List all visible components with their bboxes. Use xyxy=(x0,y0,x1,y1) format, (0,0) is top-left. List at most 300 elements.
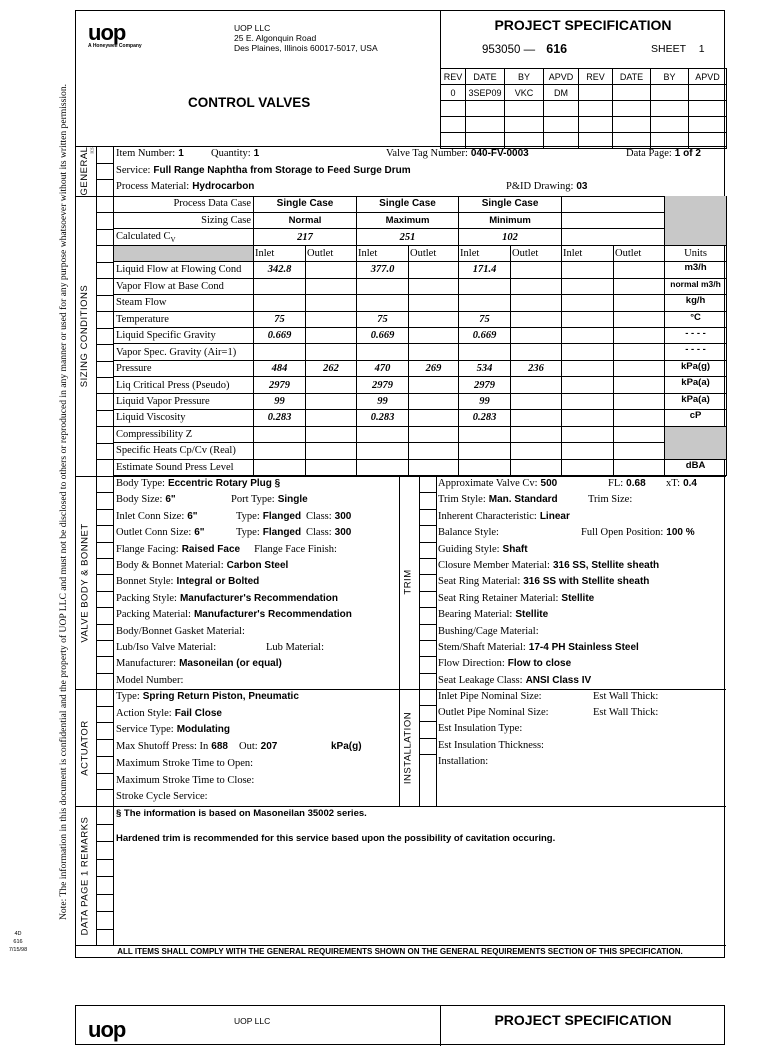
field xyxy=(116,691,313,702)
unit: cP xyxy=(665,410,727,426)
checkbox-divider xyxy=(96,640,113,641)
field xyxy=(116,576,273,587)
field-value: ANSI Class IV xyxy=(525,674,592,686)
sizing-value xyxy=(562,459,614,475)
field-label: P&ID Drawing: xyxy=(506,181,574,193)
sizing-value xyxy=(562,360,614,376)
field xyxy=(116,724,244,735)
field-label: Bushing/Cage Material: xyxy=(438,625,539,637)
sizing-value xyxy=(306,295,357,311)
unit: kPa(a) xyxy=(665,393,727,409)
checkbox-divider xyxy=(419,542,436,543)
field xyxy=(666,476,711,492)
sizing-row xyxy=(114,410,727,426)
field-value: 17-4 PH Stainless Steel xyxy=(528,642,639,653)
field-label: Stem/Shaft Material: xyxy=(438,642,526,653)
checkbox-divider xyxy=(419,558,436,559)
checkbox-divider xyxy=(96,894,113,895)
sheet-number xyxy=(651,43,705,55)
field-label: Seat Ring Retainer Material: xyxy=(438,592,559,604)
doc-number xyxy=(482,42,567,56)
checkbox-divider xyxy=(96,656,113,657)
sizing-value xyxy=(306,278,357,294)
revision-header-cell: REV xyxy=(441,69,466,85)
sizing-value xyxy=(562,328,614,344)
sizing-value xyxy=(614,360,665,376)
next-page-header xyxy=(75,1005,725,1045)
sizing-value xyxy=(409,311,459,327)
field xyxy=(116,739,242,755)
field-value: 0.68 xyxy=(626,478,646,489)
field-line xyxy=(116,163,425,179)
field-label: Quantity: xyxy=(211,148,251,159)
row-label: Estimate Sound Press Level xyxy=(114,459,254,475)
sizing-value xyxy=(409,295,459,311)
sizing-value xyxy=(254,426,306,442)
field-line xyxy=(438,673,605,689)
unit: kPa(a) xyxy=(665,377,727,393)
field-value: Linear xyxy=(539,510,570,522)
logo-tagline: A Honeywell Company xyxy=(88,43,142,49)
field xyxy=(116,658,296,669)
cv-label: Calculated C xyxy=(116,230,171,242)
field-label: Model Number: xyxy=(116,674,184,686)
form-code-line: 4D xyxy=(14,931,22,937)
revision-header-cell: APVD xyxy=(544,69,579,85)
field-label: Class: xyxy=(306,510,332,522)
sizing-row xyxy=(114,212,727,228)
revision-header-cell: BY xyxy=(651,69,689,85)
row-label: Vapor Spec. Gravity (Air=1) xyxy=(114,344,254,360)
checkbox-divider xyxy=(419,705,436,706)
checkbox-divider xyxy=(419,656,436,657)
sizing-value xyxy=(511,443,562,459)
field xyxy=(116,675,200,686)
sizing-value: 377.0 xyxy=(357,262,409,278)
revision-cell xyxy=(689,85,727,101)
sizing-value xyxy=(562,278,614,294)
field-value: Flanged xyxy=(262,527,302,539)
field-label: Installation: xyxy=(438,755,489,767)
field xyxy=(438,740,561,751)
revision-row xyxy=(441,85,727,101)
field-label: Packing Material: xyxy=(116,609,191,621)
sizing-value xyxy=(459,443,511,459)
field-value: Man. Standard xyxy=(488,494,558,506)
process-case xyxy=(562,196,665,212)
field-value: Spring Return Piston, Pneumatic xyxy=(142,691,299,702)
revision-header-cell: DATE xyxy=(466,69,505,85)
field xyxy=(506,179,602,195)
sizing-value xyxy=(614,344,665,360)
sizing-row xyxy=(114,328,727,344)
checkbox-divider xyxy=(96,509,113,510)
field-label: Maximum Stroke Time to Open: xyxy=(116,757,254,769)
field-label: Type: xyxy=(116,691,140,702)
field xyxy=(438,593,608,604)
calculated-cv: 251 xyxy=(357,229,459,245)
checkbox-divider xyxy=(96,245,113,246)
sizing-value: 171.4 xyxy=(459,262,511,278)
sizing-row xyxy=(114,262,727,278)
field-label: Body & Bonnet Material: xyxy=(116,560,224,571)
field xyxy=(236,525,315,541)
sizing-value xyxy=(562,295,614,311)
field-line xyxy=(438,574,663,590)
company-address xyxy=(234,23,378,53)
outlet-header: Outlet xyxy=(511,245,562,261)
field xyxy=(116,478,294,489)
revision-cell xyxy=(505,117,544,133)
field-label: Service: xyxy=(116,164,151,176)
checkbox-divider xyxy=(96,929,113,930)
unit: dBA xyxy=(665,459,727,475)
sizing-value xyxy=(562,344,614,360)
checkbox-divider xyxy=(96,328,113,329)
sizing-value xyxy=(614,393,665,409)
sizing-row xyxy=(114,459,727,475)
sizing-row xyxy=(114,295,727,311)
checkbox-divider xyxy=(96,361,113,362)
field xyxy=(438,560,673,571)
checkbox-divider xyxy=(96,377,113,378)
sizing-value xyxy=(459,426,511,442)
process-case: Single Case xyxy=(254,196,357,212)
inlet-header: Inlet xyxy=(254,245,306,261)
doc-number-suffix: 616 xyxy=(546,42,568,56)
company-name: UOP LLC xyxy=(234,1016,271,1026)
sizing-row xyxy=(114,443,727,459)
sizing-value xyxy=(357,278,409,294)
section-label: VALVE BODY & BONNET xyxy=(79,522,90,643)
field-line xyxy=(116,656,296,672)
sizing-value: 2979 xyxy=(254,377,306,393)
sizing-value xyxy=(306,459,357,475)
sizing-value: 342.8 xyxy=(254,262,306,278)
field-line xyxy=(438,607,562,623)
units-placeholder xyxy=(665,426,727,459)
row-label: Liquid Viscosity xyxy=(114,410,254,426)
field-label: Process Material: xyxy=(116,181,190,193)
field xyxy=(116,492,190,508)
unit: - - - - xyxy=(665,344,727,360)
sizing-value xyxy=(614,295,665,311)
revision-cell xyxy=(689,117,727,133)
row-label: Process Data Case xyxy=(114,196,254,212)
form-title: CONTROL VALVES xyxy=(188,95,311,110)
checkbox-divider xyxy=(96,558,113,559)
field-label: xT: xyxy=(666,478,681,489)
sizing-value xyxy=(614,443,665,459)
field-value: Manufacturer's Recommendation xyxy=(193,609,352,621)
field xyxy=(626,146,715,162)
field-line xyxy=(438,591,608,607)
sizing-value xyxy=(614,262,665,278)
sizing-value xyxy=(306,262,357,278)
field xyxy=(211,146,273,162)
field-value: Full Range Naphtha from Storage to Feed Surge Drum xyxy=(153,164,411,176)
field-value: 100 % xyxy=(666,527,695,539)
row-label xyxy=(114,229,254,245)
revision-cell xyxy=(579,85,613,101)
sizing-value xyxy=(306,311,357,327)
doc-number-main: 953050 xyxy=(482,44,521,56)
field-value: Flanged xyxy=(262,510,302,522)
field xyxy=(116,609,366,620)
field-label: Inlet Pipe Nominal Size: xyxy=(438,691,542,702)
field xyxy=(438,609,562,620)
outlet-header: Outlet xyxy=(409,245,459,261)
checkbox-divider xyxy=(419,738,436,739)
field-value: Fail Close xyxy=(174,707,222,719)
field xyxy=(438,756,505,767)
revision-row xyxy=(441,101,727,117)
field-value: Stellite xyxy=(515,609,549,621)
field-line xyxy=(116,756,270,772)
revision-cell xyxy=(544,101,579,117)
row-label: Liquid Vapor Pressure xyxy=(114,393,254,409)
calculated-cv xyxy=(562,229,665,245)
box-column-left xyxy=(419,689,420,806)
remark-line: § The information is based on Masoneilan 35002 series. xyxy=(116,808,367,819)
units-header: Units xyxy=(665,245,727,261)
field-label: Seat Leakage Class: xyxy=(438,674,523,686)
field-line xyxy=(438,656,585,672)
sizing-value xyxy=(306,443,357,459)
sizing-value xyxy=(306,410,357,426)
field-value: 500 xyxy=(540,478,558,489)
sizing-value xyxy=(254,278,306,294)
field xyxy=(438,476,571,492)
field-value: 316 SS with Stellite sheath xyxy=(523,576,650,588)
field-label: Est Wall Thick: xyxy=(593,691,659,702)
box-column-right xyxy=(113,806,114,945)
field xyxy=(266,640,341,656)
field-value: Raised Face xyxy=(181,543,241,555)
field-label: Closure Member Material: xyxy=(438,560,550,571)
sizing-value xyxy=(562,311,614,327)
field xyxy=(438,658,585,669)
sizing-value xyxy=(511,393,562,409)
checkbox-divider xyxy=(96,739,113,740)
checkbox-divider xyxy=(96,722,113,723)
field-label: Flow Direction: xyxy=(438,658,505,670)
field-value: Single xyxy=(277,494,308,506)
sizing-value xyxy=(511,410,562,426)
sizing-value xyxy=(306,328,357,344)
field-line xyxy=(116,789,225,805)
revision-table xyxy=(440,68,727,149)
field-value: 1 xyxy=(253,148,260,159)
revision-cell xyxy=(613,101,651,117)
checkbox-divider xyxy=(96,393,113,394)
sizing-value xyxy=(409,344,459,360)
field xyxy=(116,179,268,195)
sizing-value xyxy=(459,295,511,311)
sizing-value xyxy=(562,410,614,426)
sizing-value xyxy=(511,344,562,360)
field-line xyxy=(116,706,236,722)
field-label: Type: xyxy=(236,510,260,522)
checkbox-divider xyxy=(96,459,113,460)
checkbox-divider xyxy=(96,706,113,707)
field-label: Type: xyxy=(236,527,260,539)
field-label: Out: xyxy=(239,741,258,753)
revision-cell xyxy=(651,85,689,101)
row-label: Specific Heats Cp/Cv (Real) xyxy=(114,443,254,459)
doc-number-dash: — xyxy=(523,44,536,56)
checkbox-divider xyxy=(96,295,113,296)
field-label: Guiding Style: xyxy=(438,543,500,555)
box-column-left xyxy=(96,196,97,476)
sizing-value: 2979 xyxy=(459,377,511,393)
row-label: Pressure xyxy=(114,360,254,376)
revision-header-cell: APVD xyxy=(689,69,727,85)
checkbox-divider xyxy=(96,212,113,213)
spec-sheet xyxy=(75,10,725,958)
field-value: Flow to close xyxy=(507,658,572,670)
checkbox-divider xyxy=(96,824,113,825)
field-line xyxy=(116,476,294,492)
checkbox-divider xyxy=(96,859,113,860)
checkbox-divider xyxy=(96,624,113,625)
sizing-row xyxy=(114,196,727,212)
field-line xyxy=(116,624,262,640)
sizing-value: 0.669 xyxy=(254,328,306,344)
inlet-header: Inlet xyxy=(562,245,614,261)
field-label: Maximum Stroke Time to Close: xyxy=(116,774,255,786)
field-line xyxy=(438,738,561,754)
sizing-value xyxy=(357,443,409,459)
field-label: Service Type: xyxy=(116,724,174,736)
sizing-value xyxy=(409,328,459,344)
checkbox-divider xyxy=(419,624,436,625)
confidentiality-note: Note: The information in this document is confidential and the property of UOP LLC and must not be disclosed to others or reproduced in any manner or used for any purpose whatsoever without its written permission. xyxy=(58,83,69,921)
field-line xyxy=(438,754,505,770)
field-label: Est Wall Thick: xyxy=(593,707,659,719)
checkbox-divider xyxy=(96,607,113,608)
section-sublabel: ICS xyxy=(89,147,95,154)
row-label: Sizing Case xyxy=(114,212,254,228)
sizing-value xyxy=(459,459,511,475)
checkbox-divider xyxy=(96,911,113,912)
checkbox-divider xyxy=(96,344,113,345)
field xyxy=(116,509,212,525)
checkbox-divider xyxy=(96,876,113,877)
field-label: Trim Style: xyxy=(438,494,486,506)
sizing-value xyxy=(562,262,614,278)
field-label: Body Size: xyxy=(116,494,163,506)
field xyxy=(438,642,653,653)
field xyxy=(608,476,660,492)
field-label: Flange Face Finish: xyxy=(254,543,337,555)
field-line xyxy=(116,542,354,558)
sizing-row xyxy=(114,393,727,409)
unit: °C xyxy=(665,311,727,327)
sizing-value xyxy=(409,410,459,426)
sizing-value xyxy=(357,459,409,475)
field-line xyxy=(438,542,542,558)
sizing-value xyxy=(357,295,409,311)
uop-logo xyxy=(88,20,142,49)
field xyxy=(116,544,254,555)
field-value: 6" xyxy=(194,527,205,539)
sizing-value xyxy=(254,443,306,459)
checkbox-divider xyxy=(96,311,113,312)
sizing-table xyxy=(113,196,727,476)
field-line xyxy=(116,722,244,738)
field-label: Outlet Pipe Nominal Size: xyxy=(438,707,549,719)
field-value: 300 xyxy=(334,510,352,522)
calculated-cv: 217 xyxy=(254,229,357,245)
field-value: Integral or Bolted xyxy=(176,576,260,588)
sizing-value xyxy=(511,295,562,311)
section-label: INSTALLATION xyxy=(402,711,413,784)
field-label: Body Type: xyxy=(116,478,165,489)
field xyxy=(438,525,516,541)
checkbox-divider xyxy=(96,410,113,411)
field xyxy=(116,525,219,541)
field-label: Balance Style: xyxy=(438,527,499,539)
company-city: Des Plaines, Illinois 60017-5017, USA xyxy=(234,43,378,53)
checkbox-divider xyxy=(96,756,113,757)
sizing-value xyxy=(357,426,409,442)
sizing-value: 470 xyxy=(357,360,409,376)
revision-cell xyxy=(441,117,466,133)
checkbox-divider xyxy=(96,278,113,279)
box-column-right xyxy=(113,689,114,806)
field xyxy=(386,146,543,162)
row-label: Vapor Flow at Base Cond xyxy=(114,278,254,294)
sizing-value xyxy=(614,328,665,344)
company-street: 25 E. Algonquin Road xyxy=(234,33,317,43)
field-value: 207 xyxy=(260,741,278,753)
field-label: Inherent Characteristic: xyxy=(438,510,537,522)
form-code-line: 7/15/98 xyxy=(8,947,28,953)
outlet-header: Outlet xyxy=(614,245,665,261)
checkbox-divider xyxy=(419,754,436,755)
field-value: 6" xyxy=(187,510,198,522)
sheet-label: SHEET xyxy=(651,43,686,55)
sizing-value: 269 xyxy=(409,360,459,376)
field-label: Data Page: xyxy=(626,148,672,159)
checkbox-divider xyxy=(419,673,436,674)
field xyxy=(254,544,354,555)
sizing-value xyxy=(254,295,306,311)
row-label: Temperature xyxy=(114,311,254,327)
sizing-value xyxy=(614,377,665,393)
outlet-header: Outlet xyxy=(306,245,357,261)
field-label: Approximate Valve Cv: xyxy=(438,478,538,489)
field-value: 688 xyxy=(211,741,228,753)
unit: m3/h xyxy=(665,262,727,278)
sizing-value: 75 xyxy=(357,311,409,327)
box-column-right xyxy=(436,689,437,806)
field xyxy=(116,593,352,604)
field-line xyxy=(116,773,271,789)
field xyxy=(116,165,425,176)
sizing-case xyxy=(562,212,665,228)
checkbox-divider xyxy=(419,591,436,592)
field xyxy=(306,525,365,541)
sizing-value xyxy=(511,311,562,327)
row-label: Compressibility Z xyxy=(114,426,254,442)
field xyxy=(438,492,572,508)
checkbox-divider xyxy=(96,492,113,493)
field-value: 03 xyxy=(576,181,588,193)
field-line xyxy=(438,624,556,640)
field-value: 300 xyxy=(334,527,352,539)
